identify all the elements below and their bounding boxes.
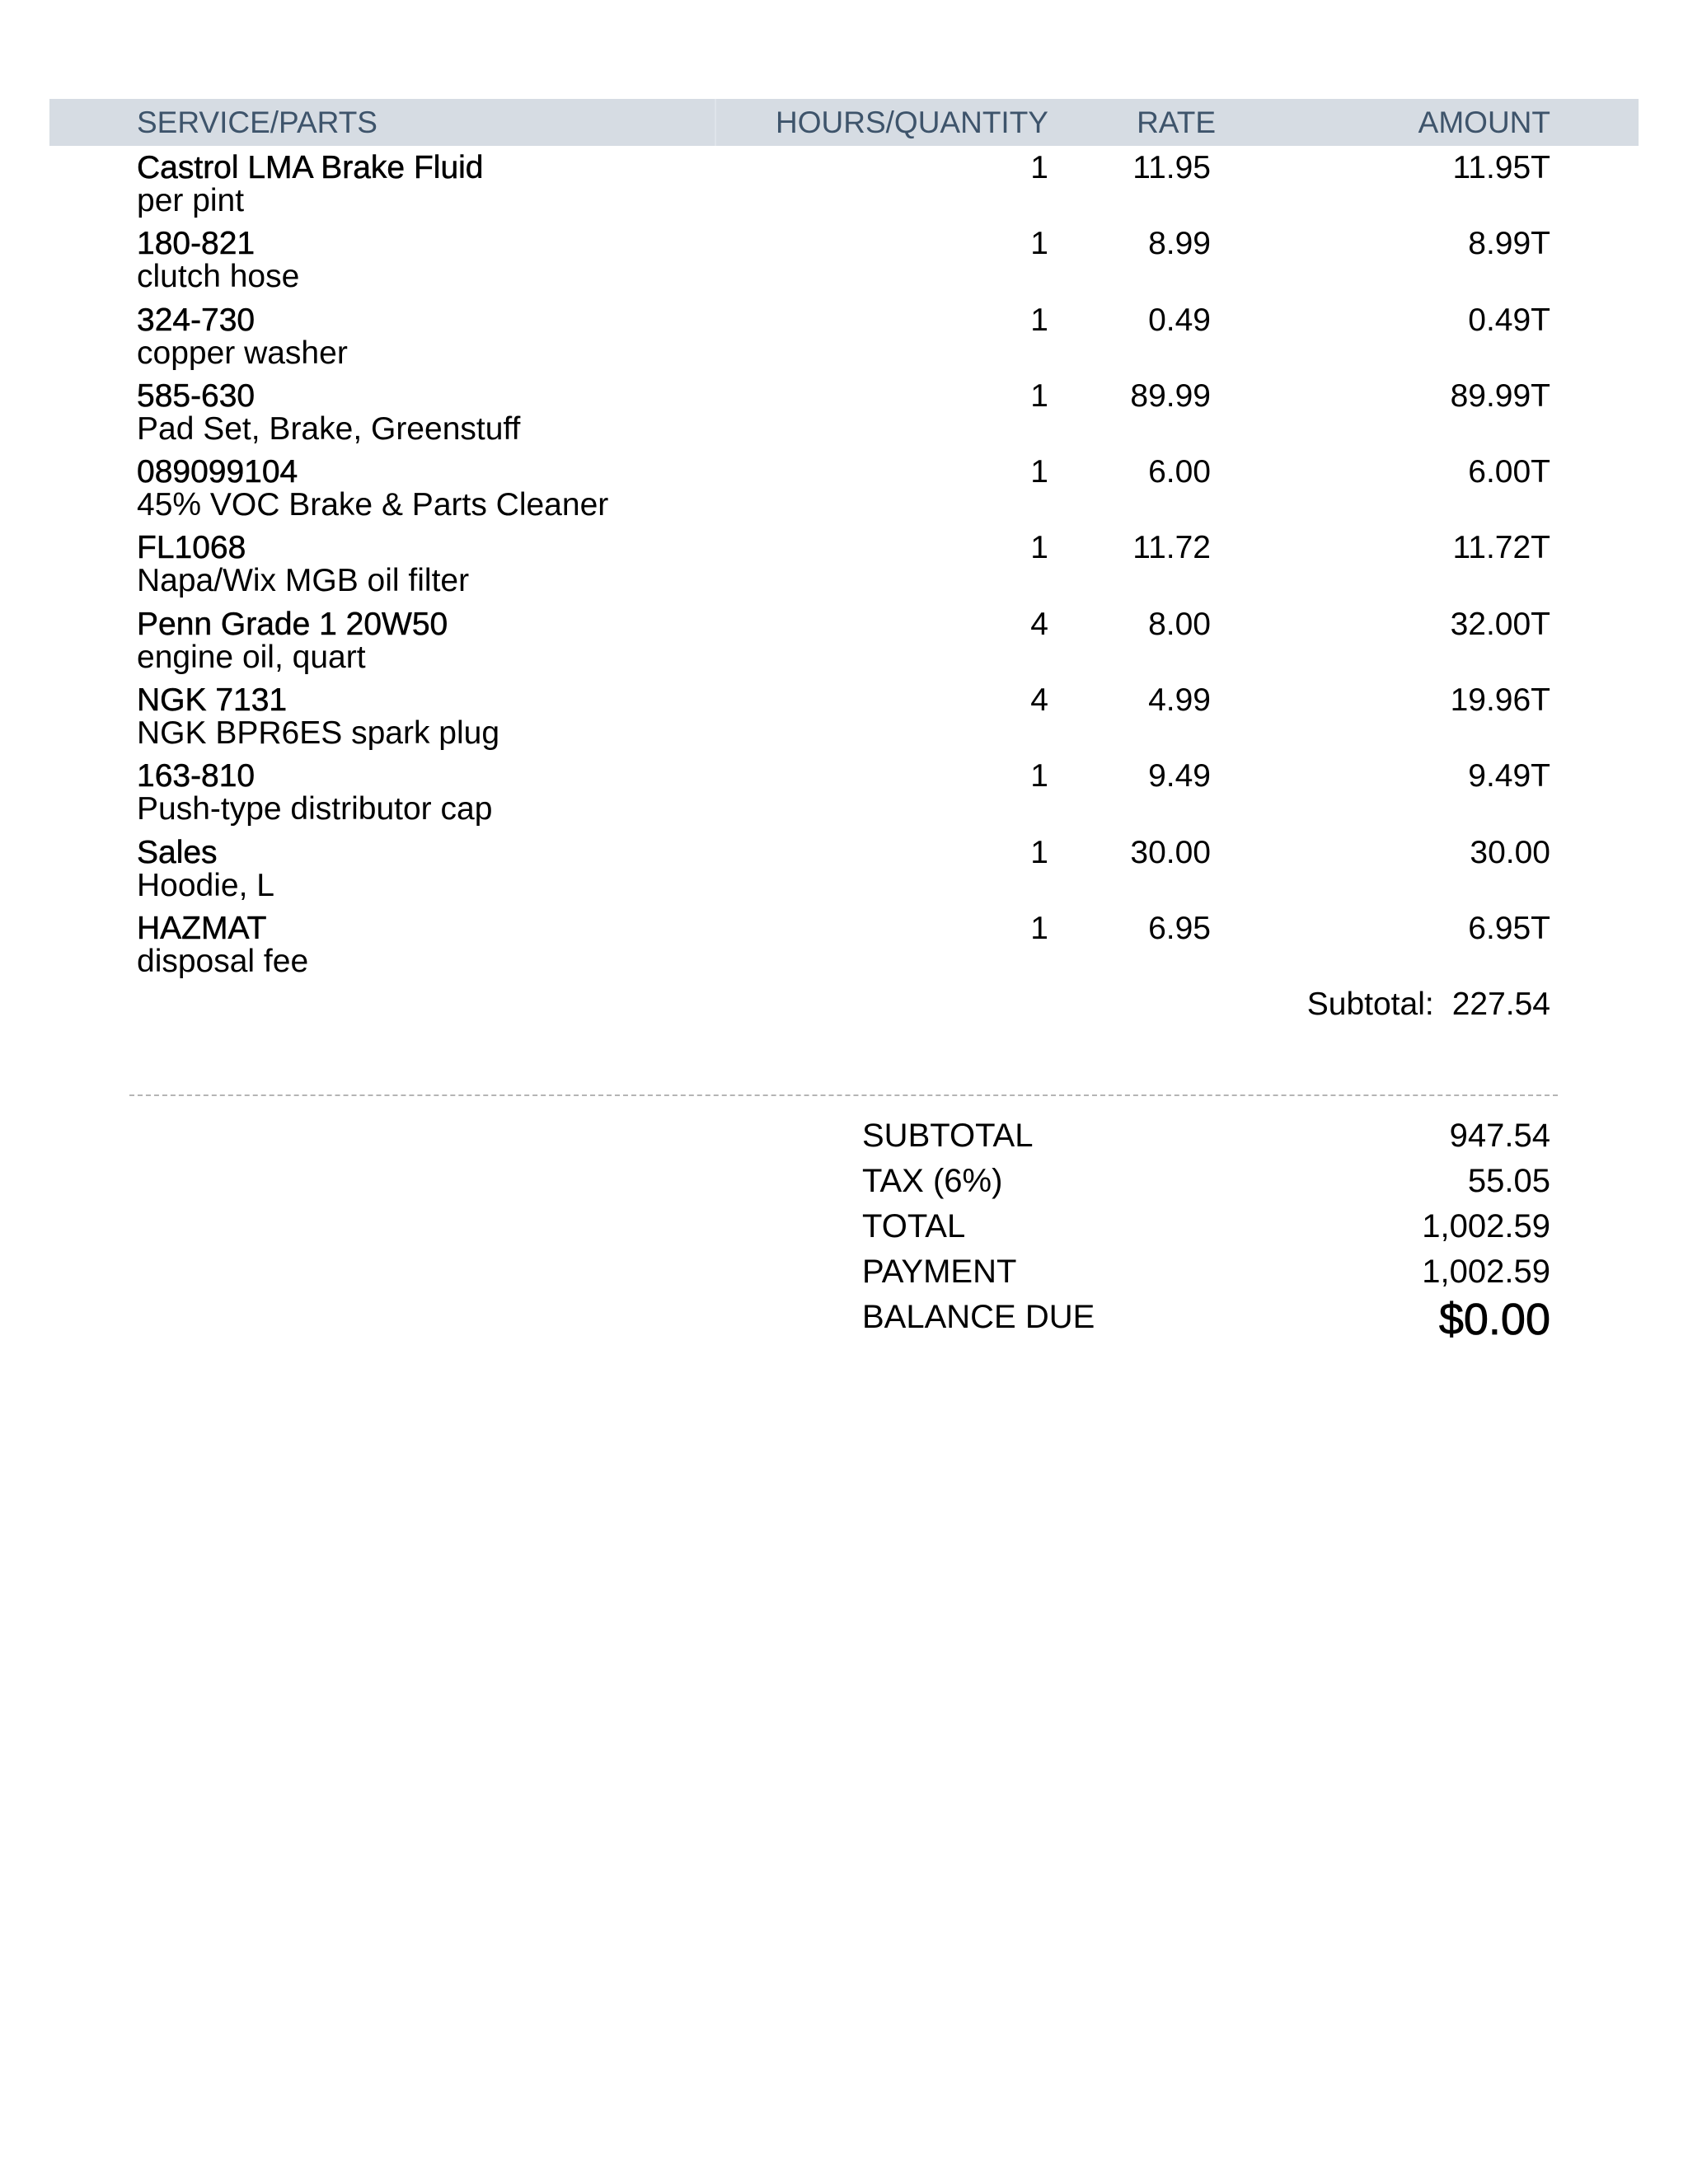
header-column-divider [715,99,716,146]
item-quantity: 1 [1030,302,1048,338]
item-description: per pint [137,183,245,218]
dashed-divider [129,1094,1558,1096]
totals-summary [862,1118,1550,1344]
totals-row-total [862,1208,1550,1254]
item-quantity: 1 [1030,226,1048,262]
table-row [0,304,1688,380]
item-quantity: 4 [1030,606,1048,642]
item-amount: 30.00 [1470,834,1550,870]
subtotal-label: SUBTOTAL [862,1118,1034,1154]
item-description: Push-type distributor cap [137,791,493,827]
balance-due-value: $0.00 [1438,1295,1550,1344]
item-description: Hoodie, L [137,867,274,903]
item-amount: 11.72T [1452,530,1550,566]
items-subtotal [1307,988,1550,1021]
table-row [0,684,1688,760]
item-description: disposal fee [137,943,309,979]
item-rate: 9.49 [1148,758,1211,794]
item-quantity: 1 [1030,758,1048,794]
item-name: NGK 7131 [137,682,288,719]
payment-value: 1,002.59 [1422,1254,1550,1290]
item-rate: 8.00 [1148,606,1211,642]
item-rate: 89.99 [1130,377,1211,414]
item-name: Sales [137,834,218,870]
table-row [0,456,1688,532]
item-quantity: 1 [1030,150,1048,185]
item-quantity: 1 [1030,834,1048,870]
item-description: engine oil, quart [137,639,366,675]
item-rate: 6.95 [1148,910,1211,946]
item-amount: 8.99T [1468,226,1550,262]
item-amount: 11.95T [1452,150,1550,185]
item-amount: 19.96T [1450,682,1550,719]
item-name: 324-730 [137,302,256,338]
item-description: NGK BPR6ES spark plug [137,715,500,752]
item-rate: 11.72 [1132,530,1211,566]
table-row [0,608,1688,684]
line-items [0,152,1688,988]
item-amount: 89.99T [1450,377,1550,414]
header-service-parts: SERVICE/PARTS [137,105,377,139]
item-amount: 32.00T [1450,606,1550,642]
item-quantity: 1 [1030,530,1048,566]
tax-value: 55.05 [1467,1163,1550,1199]
table-row [0,912,1688,988]
item-name: FL1068 [137,530,246,566]
item-rate: 0.49 [1148,302,1211,338]
totals-row-payment [862,1254,1550,1299]
item-rate: 30.00 [1130,834,1211,870]
item-quantity: 1 [1030,454,1048,490]
item-amount: 6.00T [1468,454,1550,490]
item-name: 089099104 [137,454,298,490]
item-description: clutch hose [137,259,300,295]
item-quantity: 1 [1030,910,1048,946]
totals-row-tax [862,1163,1550,1208]
item-rate: 8.99 [1148,226,1211,262]
table-row [0,377,1688,456]
table-row [0,834,1688,912]
item-quantity: 4 [1030,682,1048,719]
header-amount: AMOUNT [1418,105,1550,139]
item-rate: 4.99 [1148,682,1211,719]
item-name: 585-630 [137,377,256,414]
item-amount: 6.95T [1468,910,1550,946]
item-quantity: 1 [1030,377,1048,414]
header-rate: RATE [1137,105,1216,139]
items-subtotal-label: Subtotal: [1306,987,1434,1022]
table-row [0,152,1688,227]
item-rate: 6.00 [1148,454,1211,490]
item-name: 180-821 [137,226,256,262]
item-name: Castrol LMA Brake Fluid [137,150,484,185]
subtotal-value: 947.54 [1449,1118,1550,1154]
item-description: Pad Set, Brake, Greenstuff [137,410,521,447]
table-row [0,532,1688,607]
table-header [49,99,1639,146]
payment-label: PAYMENT [862,1254,1017,1290]
table-row [0,227,1688,303]
header-hours-quantity: HOURS/QUANTITY [776,105,1048,139]
item-description: 45% VOC Brake & Parts Cleaner [137,487,609,523]
table-row [0,760,1688,836]
tax-label: TAX (6%) [862,1163,1003,1199]
items-subtotal-value: 227.54 [1451,987,1550,1022]
total-value: 1,002.59 [1422,1208,1550,1244]
item-amount: 9.49T [1468,758,1550,794]
totals-row-balance-due [862,1295,1550,1344]
total-label: TOTAL [862,1208,966,1244]
item-name: HAZMAT [137,910,267,946]
item-name: 163-810 [137,758,256,794]
item-description: Napa/Wix MGB oil filter [137,563,470,599]
item-amount: 0.49T [1468,302,1550,338]
item-rate: 11.95 [1132,150,1211,185]
item-description: copper washer [137,335,348,371]
balance-due-label: BALANCE DUE [862,1299,1095,1335]
item-name: Penn Grade 1 20W50 [137,606,448,642]
totals-row-subtotal [862,1118,1550,1163]
